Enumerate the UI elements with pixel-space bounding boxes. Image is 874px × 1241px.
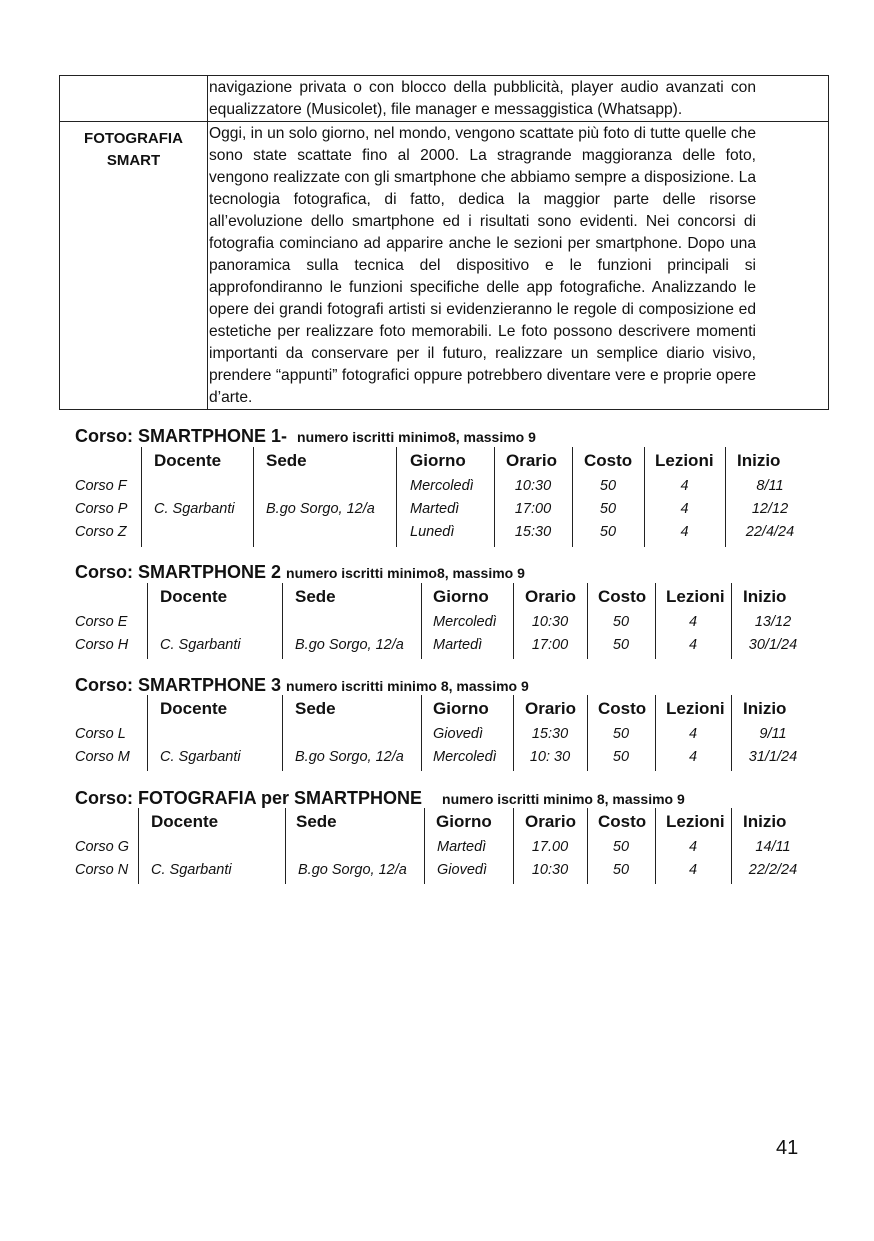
header-inizio: Inizio: [743, 699, 787, 718]
description-paragraph: navigazione privata o con blocco della pubblicità, player audio avanzati con equalizzatore (Musicolet), file manager e messaggistica (Whatsapp).: [209, 79, 756, 118]
cell-lezioni: 4: [688, 749, 698, 765]
cell-giorno: Martedì: [433, 637, 483, 653]
table-row: [75, 746, 815, 769]
table-header-row: [75, 447, 815, 470]
cell-sede: B.go Sorgo, 12/a: [295, 637, 404, 653]
course-subtitle: numero iscritti minimo 8, massimo 9: [442, 791, 685, 807]
cell-inizio: 12/12: [751, 501, 789, 517]
cell-costo: 50: [612, 614, 630, 630]
header-orario: Orario: [525, 812, 577, 831]
cell-orario: 10:30: [531, 862, 569, 878]
description-paragraph: Oggi, in un solo giorno, nel mondo, vengono scattate più foto di tutte quelle che sono state scattate fino al 2000. La stragrande maggioranza delle foto, vengono realizzate con gli smartphone che abbiamo sempre a disposizione. La tecnologia fotografica, di fatto, dedica la maggior parte delle risorse all’evoluzione dello smartphone ed i risultati sono evidenti. Nei concorsi di fotografia cominciano ad apparire anche le sezioni per smartphone. Dopo una panoramica sulla tecnica del dispositivo e le funzioni principali si approfondiranno le funzioni specifiche delle app fotografiche. Analizzando le opere dei grandi fotografi artisti si evidenzieranno le regole di composizione ed estetiche per realizzare foto memorabili. Le foto possono descrivere momenti importanti da conservare per il futuro, realizzare un semplice diario visivo, prendere “appunti” fotografici oppure potrebbero diventare vere e proprie opere d’arte.: [209, 125, 757, 406]
cell-name: Corso M: [75, 749, 130, 765]
header-inizio: Inizio: [743, 812, 787, 831]
cell-lezioni: 4: [688, 726, 698, 742]
header-costo: Costo: [598, 812, 647, 831]
course-title-main: Corso: SMARTPHONE 1-: [75, 426, 288, 446]
cell-giorno: Mercoledì: [433, 614, 497, 630]
header-giorno: Giorno: [433, 699, 489, 718]
course-title: [75, 425, 536, 448]
table-row: [75, 836, 815, 859]
cell-giorno: Lunedì: [410, 524, 455, 540]
table-row: [75, 611, 815, 634]
cell-orario: 10: 30: [529, 749, 571, 765]
cell-name: Corso L: [75, 726, 126, 742]
course-title-main: Corso: SMARTPHONE 3: [75, 675, 282, 695]
course-subtitle: numero iscritti minimo8, massimo 9: [286, 565, 525, 581]
header-giorno: Giorno: [410, 451, 466, 470]
header-lezioni: Lezioni: [666, 699, 725, 718]
table-row: [75, 634, 815, 657]
header-sede: Sede: [295, 587, 336, 606]
course-schedule-table: [75, 583, 815, 659]
table-row: [75, 723, 815, 746]
cell-costo: 50: [612, 726, 630, 742]
cell-name: Corso H: [75, 637, 129, 653]
description-row-fotografia-smart: [60, 122, 829, 410]
cell-lezioni: 4: [680, 478, 689, 494]
header-orario: Orario: [525, 587, 577, 606]
cell-docente: C. Sgarbanti: [154, 501, 235, 517]
cell-costo: 50: [612, 839, 630, 855]
cell-giorno: Mercoledì: [410, 478, 474, 494]
cell-orario: 10:30: [514, 478, 552, 494]
cell-costo: 50: [612, 862, 630, 878]
header-costo: Costo: [598, 587, 647, 606]
course-title: [75, 787, 685, 810]
header-lezioni: Lezioni: [655, 451, 714, 470]
cell-giorno: Giovedì: [437, 862, 487, 878]
header-docente: Docente: [160, 699, 228, 718]
page-number: 41: [776, 1137, 799, 1159]
cell-lezioni: 4: [680, 524, 689, 540]
table-row: [75, 498, 815, 521]
cell-docente: C. Sgarbanti: [160, 749, 241, 765]
cell-inizio: 22/4/24: [745, 524, 795, 540]
header-inizio: Inizio: [743, 587, 787, 606]
table-row: [75, 521, 815, 544]
cell-name: Corso N: [75, 862, 129, 878]
cell-costo: 50: [599, 501, 617, 517]
description-label-line1: FOTOGRAFIA: [84, 130, 183, 147]
cell-orario: 17:00: [514, 501, 552, 517]
cell-orario: 17.00: [531, 839, 569, 855]
cell-inizio: 30/1/24: [748, 637, 798, 653]
course-schedule-table: [75, 808, 815, 884]
cell-name: Corso Z: [75, 524, 127, 540]
course-subtitle: numero iscritti minimo8, massimo 9: [297, 429, 536, 445]
cell-inizio: 8/11: [756, 478, 784, 494]
course-title: [75, 674, 529, 697]
description-row-text: [208, 76, 829, 122]
cell-docente: C. Sgarbanti: [151, 862, 232, 878]
cell-lezioni: 4: [688, 614, 698, 630]
header-lezioni: Lezioni: [666, 587, 725, 606]
table-header-row: [75, 583, 815, 606]
header-giorno: Giorno: [436, 812, 492, 831]
cell-inizio: 13/12: [754, 614, 792, 630]
header-costo: Costo: [598, 699, 647, 718]
cell-lezioni: 4: [688, 839, 698, 855]
cell-docente: C. Sgarbanti: [160, 637, 241, 653]
header-docente: Docente: [154, 451, 222, 470]
cell-name: Corso P: [75, 501, 128, 517]
cell-inizio: 31/1/24: [748, 749, 798, 765]
header-costo: Costo: [584, 451, 633, 470]
description-row-label-empty: [60, 76, 208, 122]
table-row: [75, 475, 815, 498]
cell-orario: 10:30: [531, 614, 569, 630]
course-title-main: Corso: FOTOGRAFIA per SMARTPHONE: [75, 788, 423, 808]
cell-giorno: Mercoledì: [433, 749, 497, 765]
cell-costo: 50: [612, 749, 630, 765]
header-sede: Sede: [266, 451, 307, 470]
description-row-text: [208, 122, 829, 410]
cell-orario: 15:30: [514, 524, 552, 540]
header-docente: Docente: [160, 587, 228, 606]
cell-costo: 50: [599, 478, 617, 494]
header-orario: Orario: [506, 451, 558, 470]
header-lezioni: Lezioni: [666, 812, 725, 831]
cell-inizio: 14/11: [755, 839, 791, 855]
cell-sede: B.go Sorgo, 12/a: [266, 501, 375, 517]
course-subtitle: numero iscritti minimo 8, massimo 9: [286, 678, 529, 694]
cell-lezioni: 4: [688, 637, 698, 653]
table-header-row: [75, 808, 815, 831]
cell-orario: 17:00: [531, 637, 569, 653]
cell-sede: B.go Sorgo, 12/a: [298, 862, 407, 878]
header-giorno: Giorno: [433, 587, 489, 606]
cell-giorno: Giovedì: [433, 726, 483, 742]
course-schedule-table: [75, 447, 815, 547]
cell-orario: 15:30: [531, 726, 569, 742]
header-inizio: Inizio: [737, 451, 781, 470]
course-schedule-table: [75, 695, 815, 771]
cell-giorno: Martedì: [437, 839, 487, 855]
cell-inizio: 22/2/24: [748, 862, 798, 878]
course-description-table: [59, 75, 829, 410]
header-orario: Orario: [525, 699, 577, 718]
header-docente: Docente: [151, 812, 219, 831]
table-header-row: [75, 695, 815, 718]
header-sede: Sede: [295, 699, 336, 718]
cell-lezioni: 4: [680, 501, 689, 517]
cell-name: Corso F: [75, 478, 127, 494]
cell-name: Corso G: [75, 839, 129, 855]
cell-lezioni: 4: [688, 862, 698, 878]
cell-sede: B.go Sorgo, 12/a: [295, 749, 404, 765]
cell-inizio: 9/11: [759, 726, 787, 742]
course-title-main: Corso: SMARTPHONE 2: [75, 562, 282, 582]
cell-costo: 50: [612, 637, 630, 653]
description-row-label: [60, 122, 208, 410]
cell-costo: 50: [599, 524, 617, 540]
cell-giorno: Martedì: [410, 501, 460, 517]
description-label-line2: SMART: [106, 152, 161, 169]
description-row-continued: [60, 76, 829, 122]
cell-name: Corso E: [75, 614, 128, 630]
table-row: [75, 859, 815, 882]
header-sede: Sede: [296, 812, 337, 831]
course-title: [75, 561, 525, 584]
